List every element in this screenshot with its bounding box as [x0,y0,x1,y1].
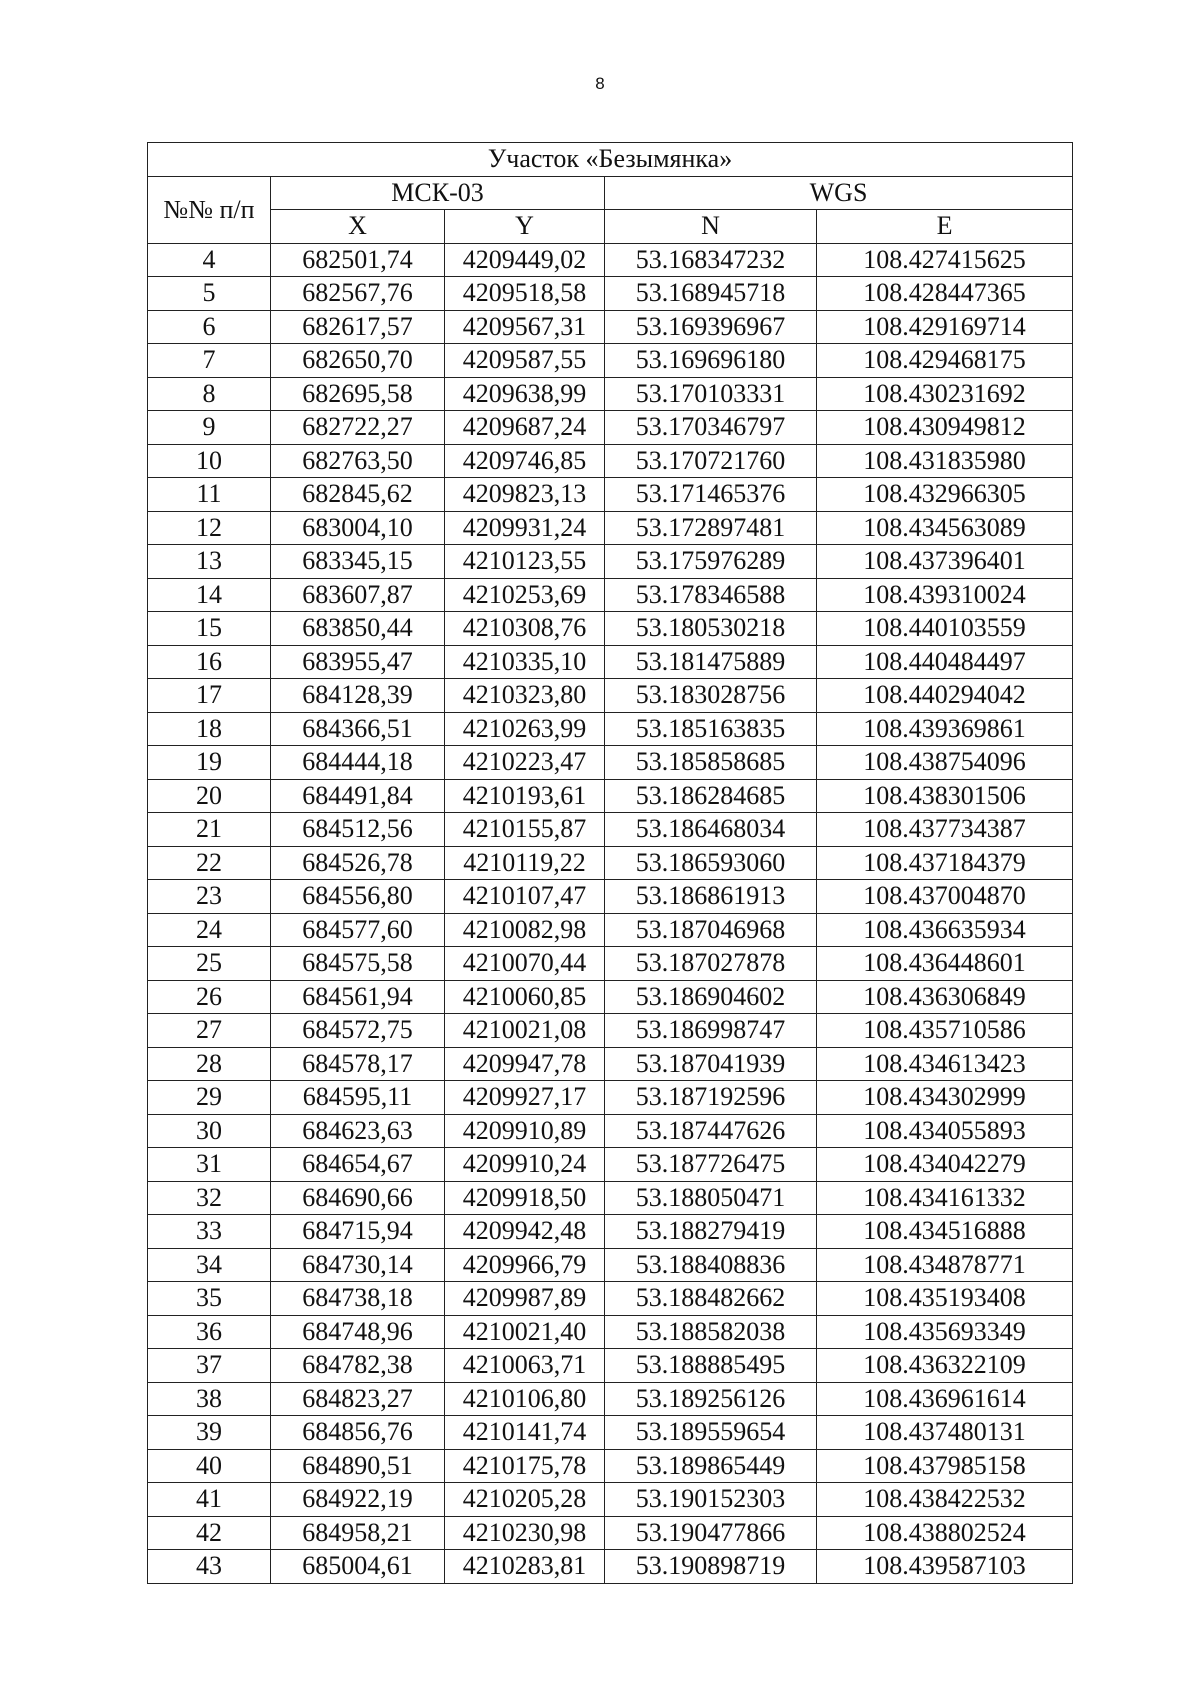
y-cell: 4210082,98 [445,913,605,947]
y-cell: 4210335,10 [445,645,605,679]
y-cell: 4209966,79 [445,1248,605,1282]
n-cell: 53.190152303 [605,1483,817,1517]
e-cell: 108.437985158 [817,1449,1073,1483]
e-cell: 108.434613423 [817,1047,1073,1081]
y-cell: 4209927,17 [445,1081,605,1115]
y-cell: 4210021,40 [445,1315,605,1349]
table-row [148,1349,1073,1383]
point-number-cell: 30 [148,1114,271,1148]
x-cell: 684958,21 [271,1516,445,1550]
y-cell: 4209823,13 [445,478,605,512]
n-cell: 53.188408836 [605,1248,817,1282]
x-cell: 683850,44 [271,612,445,646]
table-row [148,511,1073,545]
y-cell: 4209910,24 [445,1148,605,1182]
n-cell: 53.187192596 [605,1081,817,1115]
table-row [148,1081,1073,1115]
n-cell: 53.169696180 [605,344,817,378]
e-cell: 108.439310024 [817,578,1073,612]
y-cell: 4209931,24 [445,511,605,545]
e-cell: 108.439587103 [817,1550,1073,1584]
point-number-cell: 11 [148,478,271,512]
e-cell: 108.440294042 [817,679,1073,713]
point-number-cell: 37 [148,1349,271,1383]
n-cell: 53.186861913 [605,880,817,914]
y-cell: 4209638,99 [445,377,605,411]
e-cell: 108.431835980 [817,444,1073,478]
n-cell: 53.186998747 [605,1014,817,1048]
n-cell: 53.181475889 [605,645,817,679]
x-cell: 685004,61 [271,1550,445,1584]
n-cell: 53.170721760 [605,444,817,478]
e-cell: 108.439369861 [817,712,1073,746]
point-number-header: №№ п/п [148,176,271,243]
y-cell: 4210060,85 [445,980,605,1014]
x-cell: 684572,75 [271,1014,445,1048]
y-cell: 4210107,47 [445,880,605,914]
table-row [148,344,1073,378]
table-row [148,1181,1073,1215]
n-cell: 53.171465376 [605,478,817,512]
x-cell: 682501,74 [271,243,445,277]
e-cell: 108.430949812 [817,411,1073,445]
y-cell: 4209567,31 [445,310,605,344]
table-row [148,712,1073,746]
e-cell: 108.437184379 [817,846,1073,880]
x-cell: 683955,47 [271,645,445,679]
column-header-row [148,210,1073,244]
x-cell: 682695,58 [271,377,445,411]
y-cell: 4209947,78 [445,1047,605,1081]
point-number-cell: 13 [148,545,271,579]
y-cell: 4210283,81 [445,1550,605,1584]
x-cell: 684491,84 [271,779,445,813]
table-row [148,947,1073,981]
n-cell: 53.187041939 [605,1047,817,1081]
x-column-header: X [271,210,445,244]
e-cell: 108.430231692 [817,377,1073,411]
y-cell: 4209449,02 [445,243,605,277]
n-cell: 53.170103331 [605,377,817,411]
n-cell: 53.188885495 [605,1349,817,1383]
x-cell: 684738,18 [271,1282,445,1316]
e-cell: 108.438754096 [817,746,1073,780]
y-cell: 4210119,22 [445,846,605,880]
e-cell: 108.434055893 [817,1114,1073,1148]
point-number-cell: 39 [148,1416,271,1450]
n-cell: 53.168347232 [605,243,817,277]
point-number-cell: 14 [148,578,271,612]
y-cell: 4210323,80 [445,679,605,713]
table-row [148,980,1073,1014]
y-column-header: Y [445,210,605,244]
e-cell: 108.432966305 [817,478,1073,512]
y-cell: 4209987,89 [445,1282,605,1316]
y-cell: 4209918,50 [445,1181,605,1215]
point-number-cell: 18 [148,712,271,746]
e-cell: 108.438422532 [817,1483,1073,1517]
point-number-cell: 36 [148,1315,271,1349]
x-cell: 684595,11 [271,1081,445,1115]
e-cell: 108.434302999 [817,1081,1073,1115]
n-cell: 53.183028756 [605,679,817,713]
table-row [148,1550,1073,1584]
e-cell: 108.434161332 [817,1181,1073,1215]
y-cell: 4210175,78 [445,1449,605,1483]
table-row [148,880,1073,914]
table-row [148,377,1073,411]
table-row [148,444,1073,478]
n-cell: 53.186904602 [605,980,817,1014]
table-row [148,545,1073,579]
x-cell: 684748,96 [271,1315,445,1349]
x-cell: 684526,78 [271,846,445,880]
point-number-cell: 27 [148,1014,271,1048]
n-cell: 53.189559654 [605,1416,817,1450]
e-cell: 108.434042279 [817,1148,1073,1182]
point-number-cell: 26 [148,980,271,1014]
x-cell: 682722,27 [271,411,445,445]
point-number-cell: 33 [148,1215,271,1249]
x-cell: 684577,60 [271,913,445,947]
n-cell: 53.187726475 [605,1148,817,1182]
point-number-cell: 22 [148,846,271,880]
table-body [148,243,1073,1583]
e-cell: 108.435193408 [817,1282,1073,1316]
point-number-cell: 25 [148,947,271,981]
y-cell: 4210021,08 [445,1014,605,1048]
y-cell: 4210223,47 [445,746,605,780]
e-cell: 108.438802524 [817,1516,1073,1550]
point-number-cell: 29 [148,1081,271,1115]
table-row [148,679,1073,713]
point-number-cell: 24 [148,913,271,947]
n-cell: 53.168945718 [605,277,817,311]
table-row [148,846,1073,880]
table-row [148,1282,1073,1316]
table-row [148,1516,1073,1550]
e-cell: 108.427415625 [817,243,1073,277]
n-cell: 53.185163835 [605,712,817,746]
table-row [148,411,1073,445]
n-cell: 53.172897481 [605,511,817,545]
x-cell: 684512,56 [271,813,445,847]
point-number-cell: 5 [148,277,271,311]
point-number-cell: 15 [148,612,271,646]
point-number-cell: 31 [148,1148,271,1182]
x-cell: 683607,87 [271,578,445,612]
e-cell: 108.434563089 [817,511,1073,545]
msk-03-group-header: МСК-03 [271,176,605,210]
table-row [148,1382,1073,1416]
y-cell: 4210141,74 [445,1416,605,1450]
e-cell: 108.440103559 [817,612,1073,646]
y-cell: 4210106,80 [445,1382,605,1416]
x-cell: 682567,76 [271,277,445,311]
table-row [148,913,1073,947]
point-number-cell: 43 [148,1550,271,1584]
n-cell: 53.190477866 [605,1516,817,1550]
n-cell: 53.187027878 [605,947,817,981]
n-cell: 53.175976289 [605,545,817,579]
n-cell: 53.190898719 [605,1550,817,1584]
e-cell: 108.435693349 [817,1315,1073,1349]
n-cell: 53.169396967 [605,310,817,344]
x-cell: 684444,18 [271,746,445,780]
point-number-cell: 19 [148,746,271,780]
x-cell: 684823,27 [271,1382,445,1416]
e-cell: 108.437396401 [817,545,1073,579]
e-cell: 108.438301506 [817,779,1073,813]
table-row [148,612,1073,646]
table-row [148,1483,1073,1517]
e-cell: 108.428447365 [817,277,1073,311]
x-cell: 682763,50 [271,444,445,478]
point-number-cell: 20 [148,779,271,813]
x-cell: 684890,51 [271,1449,445,1483]
table-row [148,1416,1073,1450]
e-cell: 108.436961614 [817,1382,1073,1416]
point-number-cell: 35 [148,1282,271,1316]
y-cell: 4210263,99 [445,712,605,746]
n-cell: 53.186468034 [605,813,817,847]
point-number-cell: 4 [148,243,271,277]
e-cell: 108.429468175 [817,344,1073,378]
n-cell: 53.187447626 [605,1114,817,1148]
y-cell: 4209942,48 [445,1215,605,1249]
x-cell: 684561,94 [271,980,445,1014]
point-number-cell: 28 [148,1047,271,1081]
y-cell: 4210193,61 [445,779,605,813]
table-row [148,1315,1073,1349]
table-row [148,243,1073,277]
n-cell: 53.180530218 [605,612,817,646]
table-row [148,1047,1073,1081]
point-number-cell: 40 [148,1449,271,1483]
point-number-cell: 41 [148,1483,271,1517]
n-cell: 53.188279419 [605,1215,817,1249]
e-cell: 108.434516888 [817,1215,1073,1249]
point-number-cell: 12 [148,511,271,545]
point-number-cell: 32 [148,1181,271,1215]
n-cell: 53.188050471 [605,1181,817,1215]
e-cell: 108.436306849 [817,980,1073,1014]
x-cell: 682617,57 [271,310,445,344]
x-cell: 684556,80 [271,880,445,914]
table-row [148,478,1073,512]
x-cell: 684690,66 [271,1181,445,1215]
n-cell: 53.170346797 [605,411,817,445]
point-number-cell: 42 [148,1516,271,1550]
table-row [148,813,1073,847]
y-cell: 4210230,98 [445,1516,605,1550]
e-cell: 108.436635934 [817,913,1073,947]
page-number: 8 [595,74,605,93]
y-cell: 4210253,69 [445,578,605,612]
x-cell: 684782,38 [271,1349,445,1383]
n-cell: 53.189256126 [605,1382,817,1416]
e-cell: 108.437480131 [817,1416,1073,1450]
e-cell: 108.435710586 [817,1014,1073,1048]
n-cell: 53.188482662 [605,1282,817,1316]
x-cell: 684128,39 [271,679,445,713]
table-row [148,1114,1073,1148]
table-row [148,277,1073,311]
n-cell: 53.188582038 [605,1315,817,1349]
n-cell: 53.178346588 [605,578,817,612]
point-number-cell: 17 [148,679,271,713]
e-cell: 108.429169714 [817,310,1073,344]
n-cell: 53.185858685 [605,746,817,780]
point-number-cell: 38 [148,1382,271,1416]
e-cell: 108.436448601 [817,947,1073,981]
table-row [148,1148,1073,1182]
point-number-cell: 34 [148,1248,271,1282]
n-cell: 53.189865449 [605,1449,817,1483]
x-cell: 682650,70 [271,344,445,378]
n-cell: 53.186284685 [605,779,817,813]
table-row [148,645,1073,679]
table-row [148,578,1073,612]
e-cell: 108.434878771 [817,1248,1073,1282]
n-cell: 53.187046968 [605,913,817,947]
table-row [148,1248,1073,1282]
point-number-cell: 23 [148,880,271,914]
group-header-row [148,176,1073,210]
point-number-cell: 8 [148,377,271,411]
table-row [148,746,1073,780]
table-row [148,1215,1073,1249]
x-cell: 684366,51 [271,712,445,746]
x-cell: 684922,19 [271,1483,445,1517]
table-title-row [148,143,1073,177]
y-cell: 4210063,71 [445,1349,605,1383]
x-cell: 684575,58 [271,947,445,981]
point-number-cell: 16 [148,645,271,679]
point-number-cell: 6 [148,310,271,344]
y-cell: 4209910,89 [445,1114,605,1148]
table-row [148,1014,1073,1048]
y-cell: 4210308,76 [445,612,605,646]
y-cell: 4210155,87 [445,813,605,847]
e-column-header: E [817,210,1073,244]
y-cell: 4209687,24 [445,411,605,445]
x-cell: 684654,67 [271,1148,445,1182]
table-row [148,310,1073,344]
coordinates-table [147,142,1073,1584]
n-column-header: N [605,210,817,244]
table-title: Участок «Безымянка» [148,143,1073,177]
x-cell: 684623,63 [271,1114,445,1148]
e-cell: 108.436322109 [817,1349,1073,1383]
x-cell: 684578,17 [271,1047,445,1081]
x-cell: 682845,62 [271,478,445,512]
y-cell: 4209587,55 [445,344,605,378]
table-row [148,1449,1073,1483]
point-number-cell: 7 [148,344,271,378]
x-cell: 683345,15 [271,545,445,579]
x-cell: 684856,76 [271,1416,445,1450]
point-number-cell: 21 [148,813,271,847]
n-cell: 53.186593060 [605,846,817,880]
e-cell: 108.437734387 [817,813,1073,847]
x-cell: 684730,14 [271,1248,445,1282]
y-cell: 4210070,44 [445,947,605,981]
e-cell: 108.437004870 [817,880,1073,914]
y-cell: 4209518,58 [445,277,605,311]
x-cell: 683004,10 [271,511,445,545]
y-cell: 4209746,85 [445,444,605,478]
y-cell: 4210123,55 [445,545,605,579]
wgs-group-header: WGS [605,176,1073,210]
point-number-cell: 9 [148,411,271,445]
x-cell: 684715,94 [271,1215,445,1249]
e-cell: 108.440484497 [817,645,1073,679]
point-number-cell: 10 [148,444,271,478]
y-cell: 4210205,28 [445,1483,605,1517]
table-row [148,779,1073,813]
